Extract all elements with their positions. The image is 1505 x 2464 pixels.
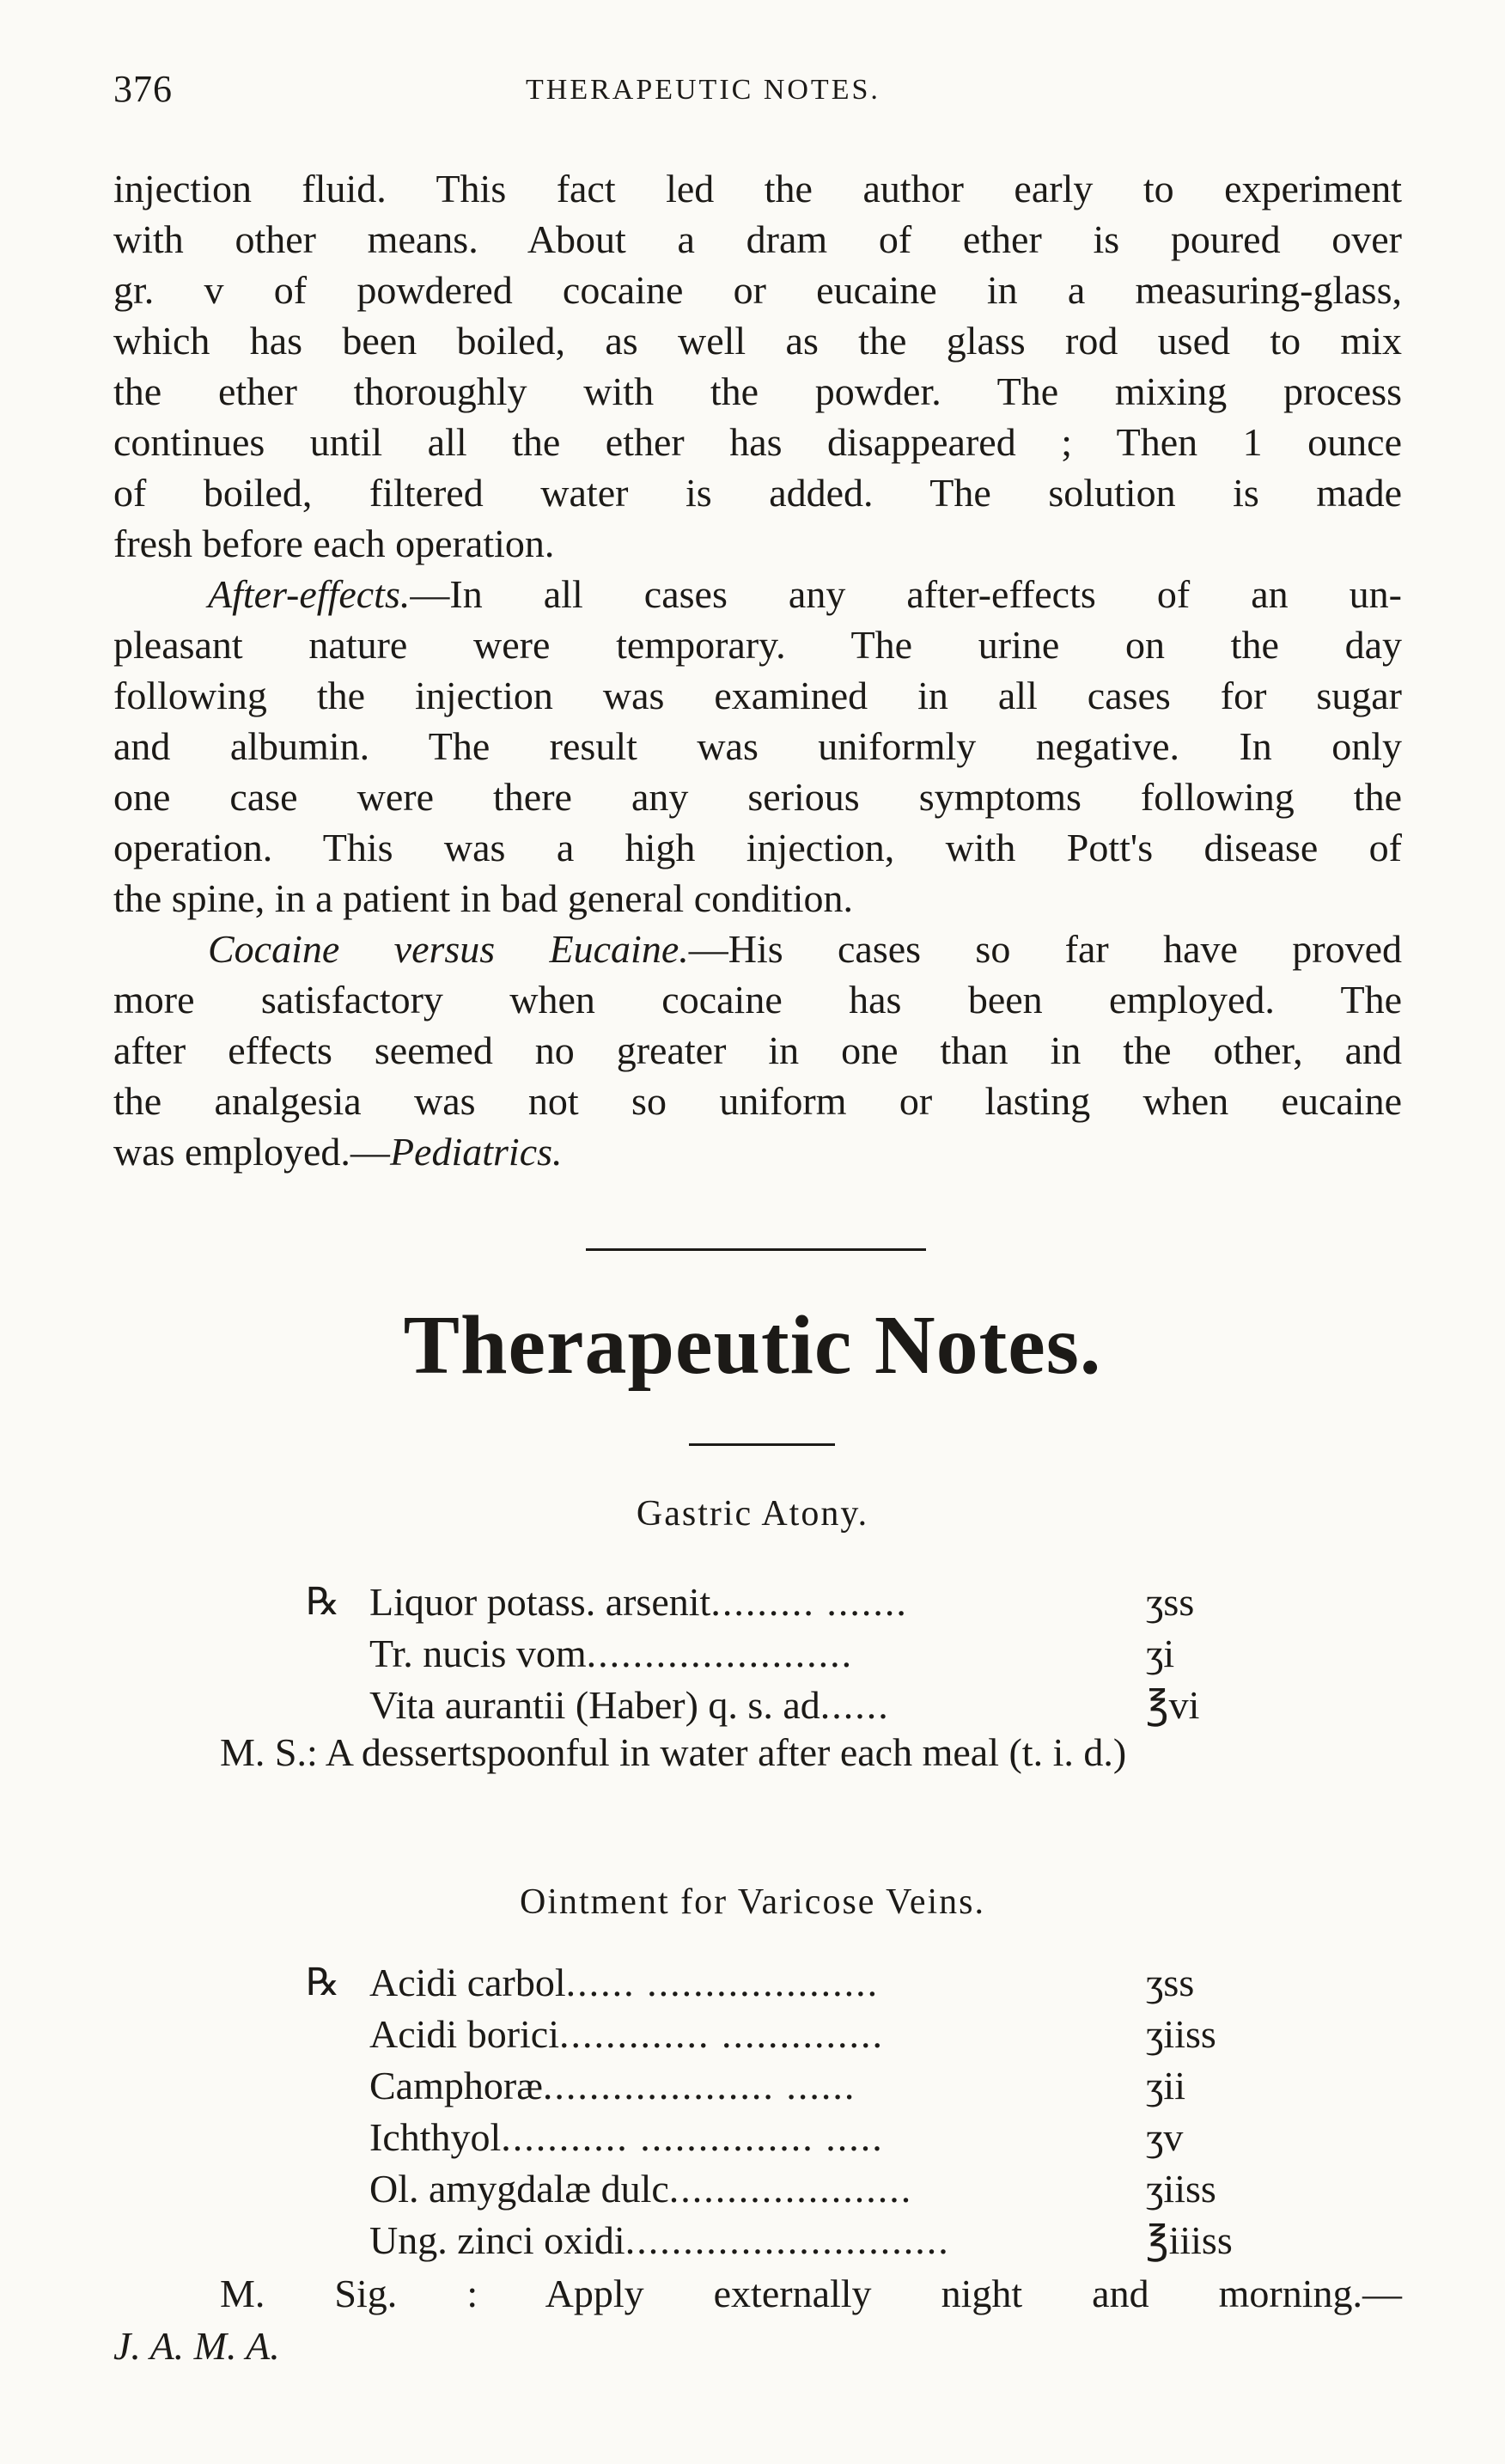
- gastric-atony-heading: Gastric Atony.: [636, 1494, 869, 1534]
- ingredient: [369, 2060, 1125, 2112]
- page-number: 376: [113, 68, 173, 110]
- ingredient: [369, 2163, 1125, 2215]
- ingredient-quantity: ʒv: [1146, 2115, 1184, 2159]
- article-line: injection fluid. This fact led the author early to experiment: [113, 167, 1402, 210]
- recipe-symbol: ℞: [306, 1581, 340, 1623]
- section-title: Therapeutic Notes.: [403, 1299, 1102, 1392]
- article-line: more satisfactory when cocaine has been employed. The: [113, 978, 1402, 1022]
- source-citation: Pediatrics.: [389, 1130, 563, 1174]
- leader-dots: ......... .......: [710, 1580, 908, 1624]
- article-line: the ether thoroughly with the powder. The mixing process: [113, 369, 1402, 413]
- ingredient-quantity: ʒss: [1146, 1961, 1195, 2004]
- ingredient: [369, 2009, 1125, 2060]
- ingredient-name: Liquor potass. arsenit: [369, 1580, 711, 1624]
- ingredient: [369, 1957, 1125, 2009]
- after-effects-first-line: [113, 569, 1402, 619]
- cocaine-first-line: [113, 924, 1402, 974]
- article-line: gr. v of powdered cocaine or eucaine in a measuring-glass,: [113, 268, 1402, 312]
- leader-dots: ...... ....................: [565, 1961, 880, 2004]
- ingredient-name: Ol. amygdalæ dulc: [369, 2167, 669, 2211]
- article-line: operation. This was a high injection, with Pott's disease of: [113, 826, 1402, 869]
- ingredient: [369, 1577, 1125, 1628]
- prescription-row: [203, 2215, 1405, 2266]
- ingredient-name: Ichthyol: [369, 2115, 502, 2159]
- ingredient-quantity: ʒiiss: [1146, 2167, 1216, 2211]
- gastric-atony-signa: M. S.: A dessertspoonful in water after each meal (t. i. d.): [220, 1730, 1127, 1774]
- leader-dots: ............. ..............: [559, 2012, 884, 2056]
- leader-dots: .......................: [586, 1631, 854, 1675]
- article-line: and albumin. The result was uniformly negative. In only: [113, 724, 1402, 768]
- prescription-row: [203, 1957, 1405, 2009]
- ingredient-quantity: ʒss: [1146, 1580, 1195, 1624]
- prescription-row: [203, 2112, 1405, 2163]
- leader-dots: .....................: [668, 2167, 913, 2211]
- article-line: one case were there any serious symptoms following the: [113, 775, 1402, 819]
- cocaine-versus-eucaine-heading: Cocaine versus Eucaine.: [208, 927, 689, 971]
- article-body: [113, 163, 1402, 1177]
- ingredient-quantity: ʒiiss: [1146, 2012, 1216, 2056]
- ingredient-name: Tr. nucis vom: [369, 1631, 587, 1675]
- cocaine-text: —His cases so far have proved: [688, 927, 1403, 971]
- article-line: was employed.—: [113, 1130, 390, 1174]
- leader-dots: ......: [820, 1683, 890, 1727]
- prescription-row: [203, 1577, 1405, 1628]
- ingredient-quantity: ℥iiiss: [1146, 2218, 1233, 2262]
- ingredient-name: Acidi carbol: [369, 1961, 566, 2004]
- running-title: THERAPEUTIC NOTES.: [526, 74, 880, 106]
- article-line: which has been boiled, as well as the glass rod used to mix: [113, 319, 1402, 363]
- varicose-veins-signa: M. Sig. : Apply externally night and morning.—: [220, 2272, 1402, 2315]
- prescription-row: [203, 1628, 1405, 1680]
- prescription-row: [203, 2060, 1405, 2112]
- ingredient: [369, 1628, 1125, 1680]
- prescription-row: [203, 2009, 1405, 2060]
- ingredient-quantity: ʒii: [1146, 2064, 1185, 2107]
- title-underline: [689, 1443, 835, 1446]
- article-line: fresh before each operation.: [113, 521, 555, 565]
- ingredient: [369, 2112, 1125, 2163]
- after-effects-text: —In all cases any after-effects of an un-: [410, 572, 1402, 616]
- article-line: with other means. About a dram of ether is poured over: [113, 217, 1402, 261]
- ingredient-name: Ung. zinci oxidi: [369, 2218, 625, 2262]
- gastric-atony-prescription: [203, 1577, 1405, 1731]
- after-effects-heading: After-effects.: [208, 572, 411, 616]
- varicose-veins-prescription: [203, 1957, 1405, 2266]
- prescription-row: [203, 1680, 1405, 1731]
- ingredient-name: Vita aurantii (Haber) q. s. ad: [369, 1683, 820, 1727]
- ingredient-name: Camphoræ: [369, 2064, 543, 2107]
- prescription-row: [203, 2163, 1405, 2215]
- source-citation: J. A. M. A.: [113, 2324, 280, 2368]
- article-line: the spine, in a patient in bad general condition.: [113, 876, 853, 920]
- section-divider: [586, 1248, 926, 1251]
- leader-dots: ............................: [625, 2218, 950, 2262]
- ingredient-quantity: ℥vi: [1146, 1683, 1200, 1727]
- leader-dots: .................... ......: [542, 2064, 856, 2107]
- leader-dots: ........... ............... .....: [501, 2115, 884, 2159]
- article-line: the analgesia was not so uniform or lasting when eucaine: [113, 1079, 1402, 1123]
- varicose-veins-heading: Ointment for Varicose Veins.: [519, 1882, 986, 1922]
- article-line: pleasant nature were temporary. The urine on the day: [113, 623, 1402, 667]
- ingredient: [369, 1680, 1125, 1731]
- ingredient-name: Acidi borici: [369, 2012, 559, 2056]
- ingredient-quantity: ʒi: [1146, 1631, 1175, 1675]
- running-head: [113, 67, 1402, 119]
- ingredient: [369, 2215, 1125, 2266]
- article-line: following the injection was examined in all cases for sugar: [113, 674, 1402, 717]
- article-line: after effects seemed no greater in one than in the other, and: [113, 1028, 1402, 1072]
- recipe-symbol: ℞: [306, 1961, 340, 2004]
- article-line: continues until all the ether has disappeared ; Then 1 ounce: [113, 420, 1402, 464]
- article-line: of boiled, filtered water is added. The solution is made: [113, 471, 1402, 515]
- article-last-line: [113, 1126, 1402, 1177]
